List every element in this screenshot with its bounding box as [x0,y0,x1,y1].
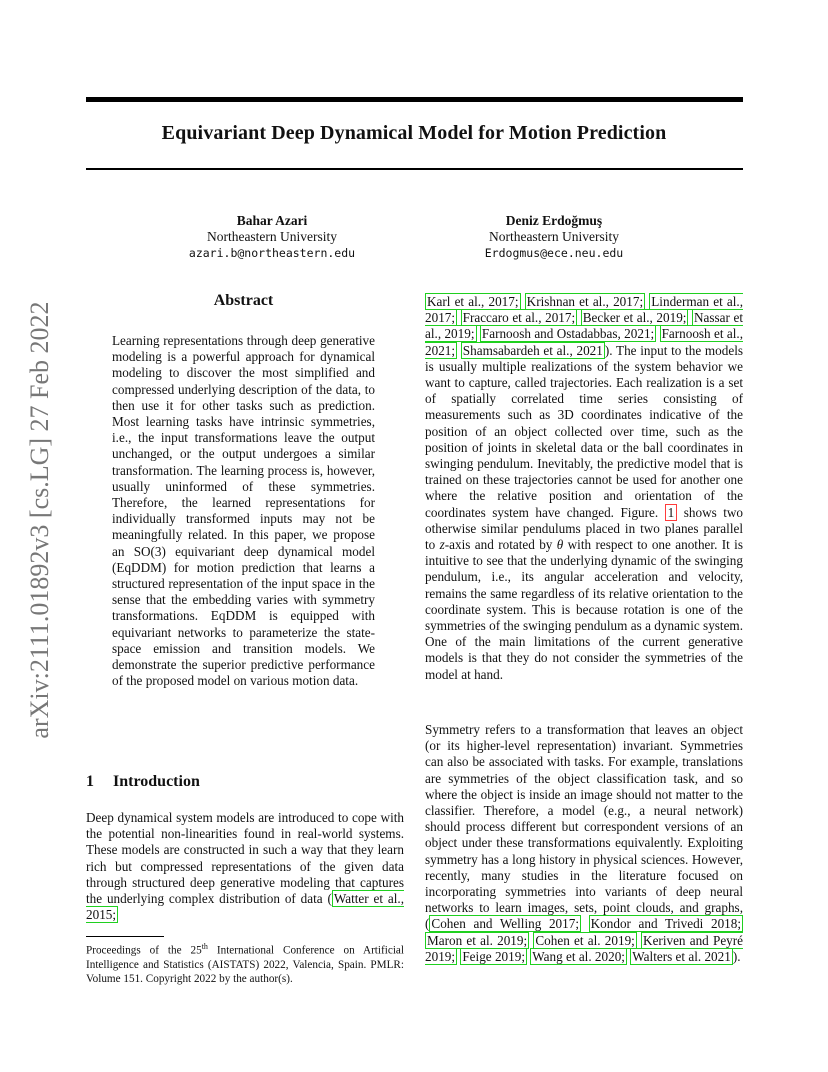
paragraph-text: with respect to one another. It is intuitive to see that the underlying dynamic of the swinging pendulum, i.e., its angular acceleration and velocity, remains the same regardless of its relative orientation to the coordinate system. This is because rotation is one of the symmetries of the swinging pendulum as a dynamic system. One of the main limitations of the current generative models is that they do not consider the symmetries of the model at hand. [425,537,743,682]
math-variable: z [439,537,445,553]
citation-link[interactable]: Farnoosh et al., 2021; [425,326,743,358]
arxiv-identifier: arXiv:2111.01892v3 [cs.LG] 27 Feb 2022 [25,301,54,739]
citation-link[interactable]: Shamsabardeh et al., 2021 [462,342,603,358]
section-heading-introduction [86,773,200,791]
citation-link[interactable]: Karl et al., 2017; [427,294,519,309]
citation-link[interactable]: Feige 2019; [462,948,525,964]
author-affiliation: Northeastern University [488,229,620,244]
figure-reference-link[interactable]: 1 [665,504,678,521]
citation-link[interactable]: Cohen et al. 2019; [535,932,635,948]
paper-title: Equivariant Deep Dynamical Model for Motion Prediction [161,122,667,144]
citation-link[interactable]: Kondor and Trivedi 2018; [590,916,742,932]
author-name: Bahar Azari [236,213,308,228]
footnote-rule [86,936,164,937]
paragraph-text: Symmetry refers to a transformation that leaves an object (or its higher-level representation) invariant. Symmetries can also be associated with tasks. For example, translations are symmetries of the object classification task, and so where the object is inside an image should not matter to the classifier. Therefore, a model (e.g., a neural network) should process different but correspondent versions of an object under these transformations equivalently. Exploiting symmetry has a long history in physical sciences. However, recently, many studies in the literature focused on incorporating symmetries into variants of deep neural networks to learn images, sets, point clouds, and graphs, ( [425,722,743,932]
author-name: Deniz Erdoğmuş [505,213,603,228]
citation-link[interactable]: Watter et al., 2015; [86,891,404,923]
citation-link[interactable]: Walters et al. 2021 [632,948,731,964]
right-paragraph-1 [425,294,743,683]
abstract-heading: Abstract [213,292,274,309]
title-top-rule [86,97,743,102]
citation-link[interactable]: Keriven and Peyré 2019; [425,932,744,964]
author-email[interactable]: azari.b@northeastern.edu [188,246,356,260]
footnote-text: International Conference on Artificial Intelligence and Statistics (AISTATS) 2022, Valencia, Spain. PMLR: Volume 151. Copyright 2022 by the author(s). [86,944,404,985]
citation-link[interactable]: Fraccaro et al., 2017; [462,310,576,326]
citation-link[interactable]: Linderman et al., 2017; [425,294,744,326]
citation-link[interactable]: Nassar et al., 2019; [425,310,744,342]
author-email[interactable]: Erdogmus@ece.neu.edu [484,246,624,260]
footnote [86,940,404,986]
intro-paragraph [86,810,404,923]
author-1 [142,213,402,261]
citation-link[interactable]: Maron et al. 2019; [427,932,528,948]
citation-link[interactable]: Krishnan et al., 2017; [526,294,644,309]
math-variable: θ [556,537,564,553]
paragraph-text: ). The input to the models is usually multiple realizations of the system behavior we want to capture, called trajectories. Each realization is a set of spatially correlated time series consisting of measurements such as 3D coordinates indicative of the position of an object collected over time, such as the position of joints in skeletal data or the ball coordinates in swinging pendulum. Inevitably, the predictive model that is trained on these trajectories cannot be used for another one where the relative position and orientation of the coordinates system have changed. Figure. [425,342,743,520]
paragraph-text: shows two otherwise similar pendulums placed in two planes parallel to [425,504,743,553]
title-bottom-rule [86,168,743,170]
paragraph-text: -axis and rotated by [444,537,557,553]
section-title: Introduction [113,773,200,790]
paragraph-text: ). [732,948,741,964]
citation-link[interactable]: Cohen and Welling 2017; [431,916,579,932]
abstract-text: Learning representations through deep generative modeling is a powerful approach for dynamical modeling to discover the most simplified and compressed underlying description of the data, to then use it for other tasks such as prediction. Most learning tasks have intrinsic symmetries, i.e., the input transformations leave the output unchanged, or the output undergoes a similar transformation. The learning process is, however, usually uninformed of these symmetries. Therefore, the learned representations for individually transformed inputs may not be meaningfully related. In this paper, we propose an SO(3) equivariant deep dynamical model (EqDDM) for motion prediction that learns a structured representation of the input space in the sense that the embedding varies with symmetry transformations. EqDDM is equipped with equivariant networks to parameterize the state-space emission and transition models. We demonstrate the superior predictive performance of the proposed model on various motion data. [112,333,375,689]
intro-text: Deep dynamical system models are introduced to cope with the potential non-linearities found in real-world systems. These models are constructed in such a way that they learn rich but compressed representations of the given data through structured deep generative modeling that captures the underlying complex distribution of data ( [86,810,404,907]
citation-link[interactable]: Wang et al. 2020; [532,948,625,964]
section-number: 1 [86,773,94,790]
footnote-superscript: th [201,942,208,951]
author-affiliation: Northeastern University [206,229,338,244]
footnote-text: Proceedings of the 25 [86,944,202,957]
right-paragraph-2 [425,722,743,965]
author-2 [424,213,684,261]
citation-link[interactable]: Becker et al., 2019; [582,310,687,326]
citation-link[interactable]: Farnoosh and Ostadabbas, 2021; [481,326,655,342]
